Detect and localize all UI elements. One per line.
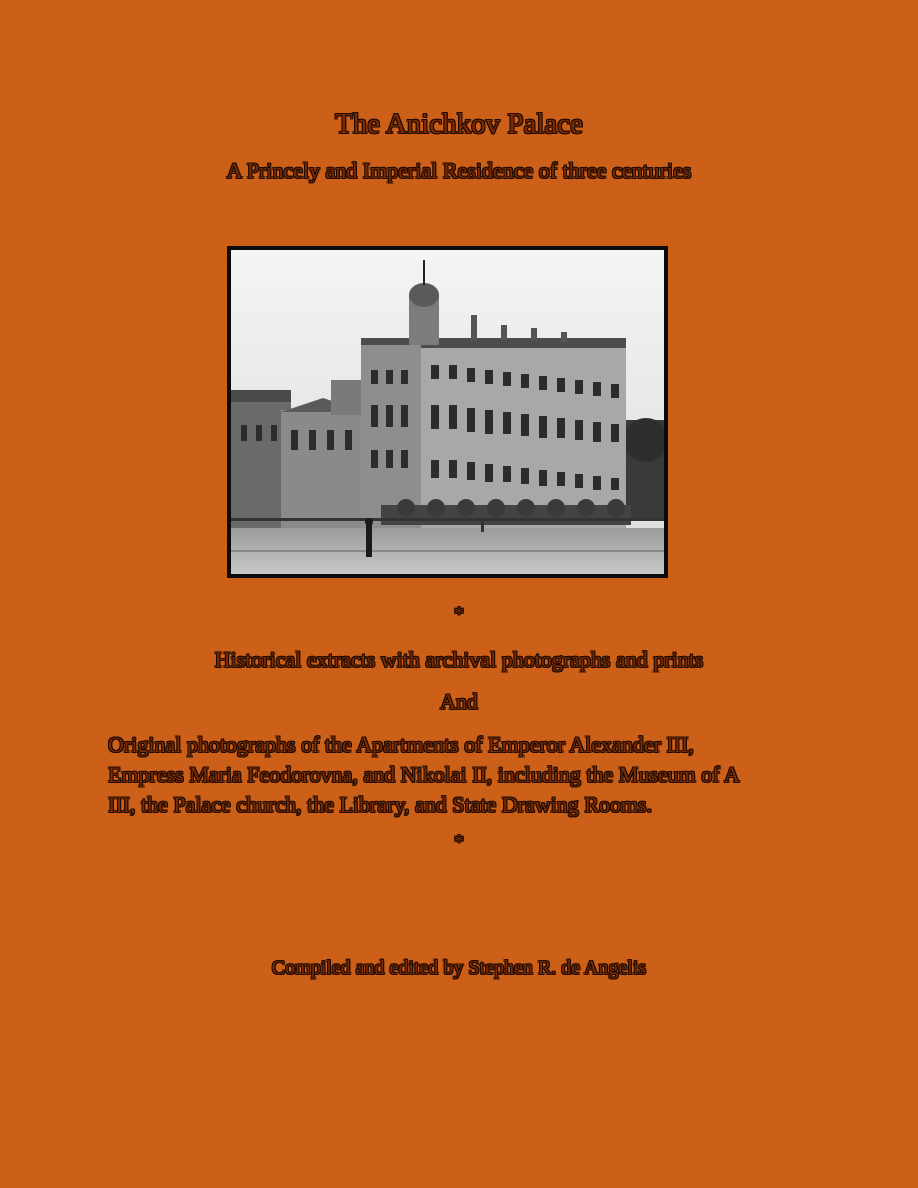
original-line-1: Original photographs of the Apartments of Emperor Alexander III,: [108, 732, 694, 757]
palace-photo-image: [231, 250, 664, 574]
extracts-line: Historical extracts with archival photographs and prints: [214, 647, 704, 672]
credit-line: Compiled and edited by Stephen R. de Angelis: [271, 957, 647, 979]
separator-star-bottom: *: [454, 831, 464, 853]
original-line-2: Empress Maria Feodorovna, and Nikolai II, including the Museum of A: [108, 762, 740, 787]
original-line-3: III, the Palace church, the Library, and State Drawing Rooms.: [108, 792, 653, 817]
original-photographs-paragraph: [108, 730, 808, 820]
page-title: The Anichkov Palace: [334, 108, 584, 140]
palace-photo: [227, 246, 668, 578]
separator-star-top: *: [454, 603, 464, 625]
and-line: And: [440, 689, 478, 714]
page-subtitle: A Princely and Imperial Residence of three centuries: [226, 158, 692, 183]
